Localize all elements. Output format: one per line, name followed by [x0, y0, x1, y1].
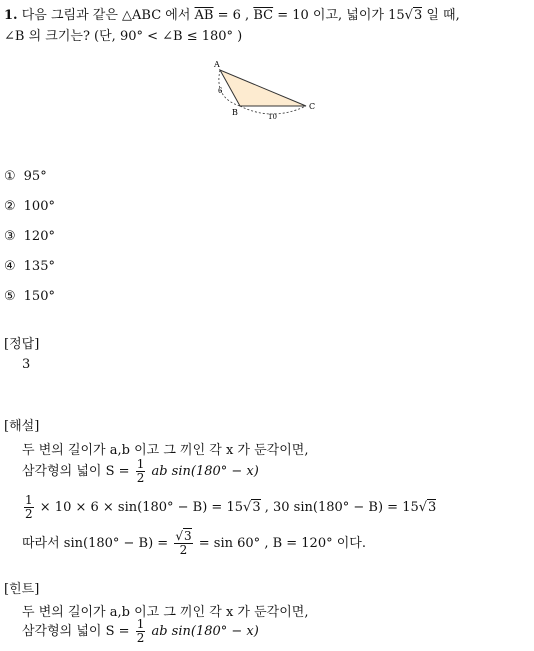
- choice-mark: ③: [4, 229, 16, 244]
- hint-line-1: 두 변의 길이가 a,b 이고 그 끼인 각 x 가 둔각이면,: [22, 605, 309, 620]
- explanation-text: × 10 × 6 × sin(180° − B) = 15: [39, 500, 244, 515]
- sqrt-symbol: √: [243, 500, 252, 515]
- triangle-diagram: [212, 58, 322, 124]
- question-number: 1.: [4, 8, 18, 23]
- choice-text: 100°: [23, 199, 55, 214]
- choice-5[interactable]: [4, 289, 55, 304]
- choice-2[interactable]: [4, 199, 55, 214]
- segment-bc: $\overline{BC}$: [253, 8, 274, 23]
- sqrt-symbol: √: [404, 8, 413, 23]
- triangle-abc: [220, 70, 306, 106]
- question-text-part: = 10 이고, 넓이가 15: [273, 8, 405, 23]
- vertex-label-c: C: [309, 102, 316, 111]
- explanation-line-4: [22, 530, 366, 557]
- fraction-half: $\frac{1}{2}$: [25, 493, 33, 521]
- sqrt-radicand: 3: [428, 500, 437, 515]
- choice-1[interactable]: [4, 169, 47, 184]
- fraction-half: $\frac{1}{2}$: [136, 617, 145, 645]
- hint-heading: [힌트]: [4, 582, 40, 597]
- question-text-part: = 6 ,: [213, 8, 250, 23]
- explanation-heading: [해설]: [4, 419, 40, 434]
- choice-text: 120°: [23, 229, 55, 244]
- choice-text: 135°: [23, 259, 55, 274]
- hint-text: ab sin(180° − x): [151, 624, 259, 639]
- explanation-text: 따라서 sin(180° − B) =: [22, 536, 169, 551]
- sqrt-radicand: 3: [252, 500, 261, 515]
- choice-mark: ④: [4, 259, 16, 274]
- explanation-line-1: 두 변의 길이가 a,b 이고 그 끼인 각 x 가 둔각이면,: [22, 443, 309, 458]
- choice-mark: ②: [4, 199, 16, 214]
- hint-line-2: [22, 618, 259, 645]
- explanation-text: 삼각형의 넓이 S =: [22, 464, 130, 479]
- choice-3[interactable]: [4, 229, 55, 244]
- question-text-part: 다음 그림과 같은 △ABC 에서: [21, 8, 191, 23]
- triangle-figure: [212, 58, 322, 124]
- choice-text: 150°: [23, 289, 55, 304]
- question-line-2: ∠B 의 크기는? (단, 90° < ∠B ≤ 180° ): [4, 29, 243, 44]
- side-label-ab: 6: [218, 87, 223, 95]
- question-text-part: 일 때,: [422, 8, 460, 23]
- segment-ab: $\overline{AB}$: [194, 8, 214, 23]
- choice-mark: ⑤: [4, 289, 16, 304]
- sqrt-symbol: √: [418, 500, 428, 515]
- explanation-text: , 30 sin(180° − B) = 15: [260, 500, 419, 515]
- answer-value: 3: [22, 357, 31, 372]
- hint-text: 삼각형의 넓이 S =: [22, 624, 130, 639]
- choice-mark: ①: [4, 169, 16, 184]
- fraction-root3-over-2: $\frac{√3}{2}$: [175, 529, 192, 557]
- sqrt-radicand: 3: [413, 8, 423, 23]
- sqrt-symbol: √: [175, 529, 183, 543]
- answer-heading: [정답]: [4, 337, 40, 352]
- fraction-half: $\frac{1}{2}$: [136, 457, 145, 485]
- explanation-line-3: [22, 494, 436, 521]
- choice-4[interactable]: [4, 259, 55, 274]
- vertex-label-b: B: [232, 108, 238, 117]
- question-line-1: [4, 4, 460, 23]
- explanation-line-2: [22, 458, 259, 485]
- side-label-bc: 10: [268, 113, 277, 121]
- explanation-text: ab sin(180° − x): [151, 464, 259, 479]
- explanation-text: = sin 60° , B = 120° 이다.: [198, 536, 366, 551]
- choice-text: 95°: [23, 169, 47, 184]
- vertex-label-a: A: [214, 60, 220, 69]
